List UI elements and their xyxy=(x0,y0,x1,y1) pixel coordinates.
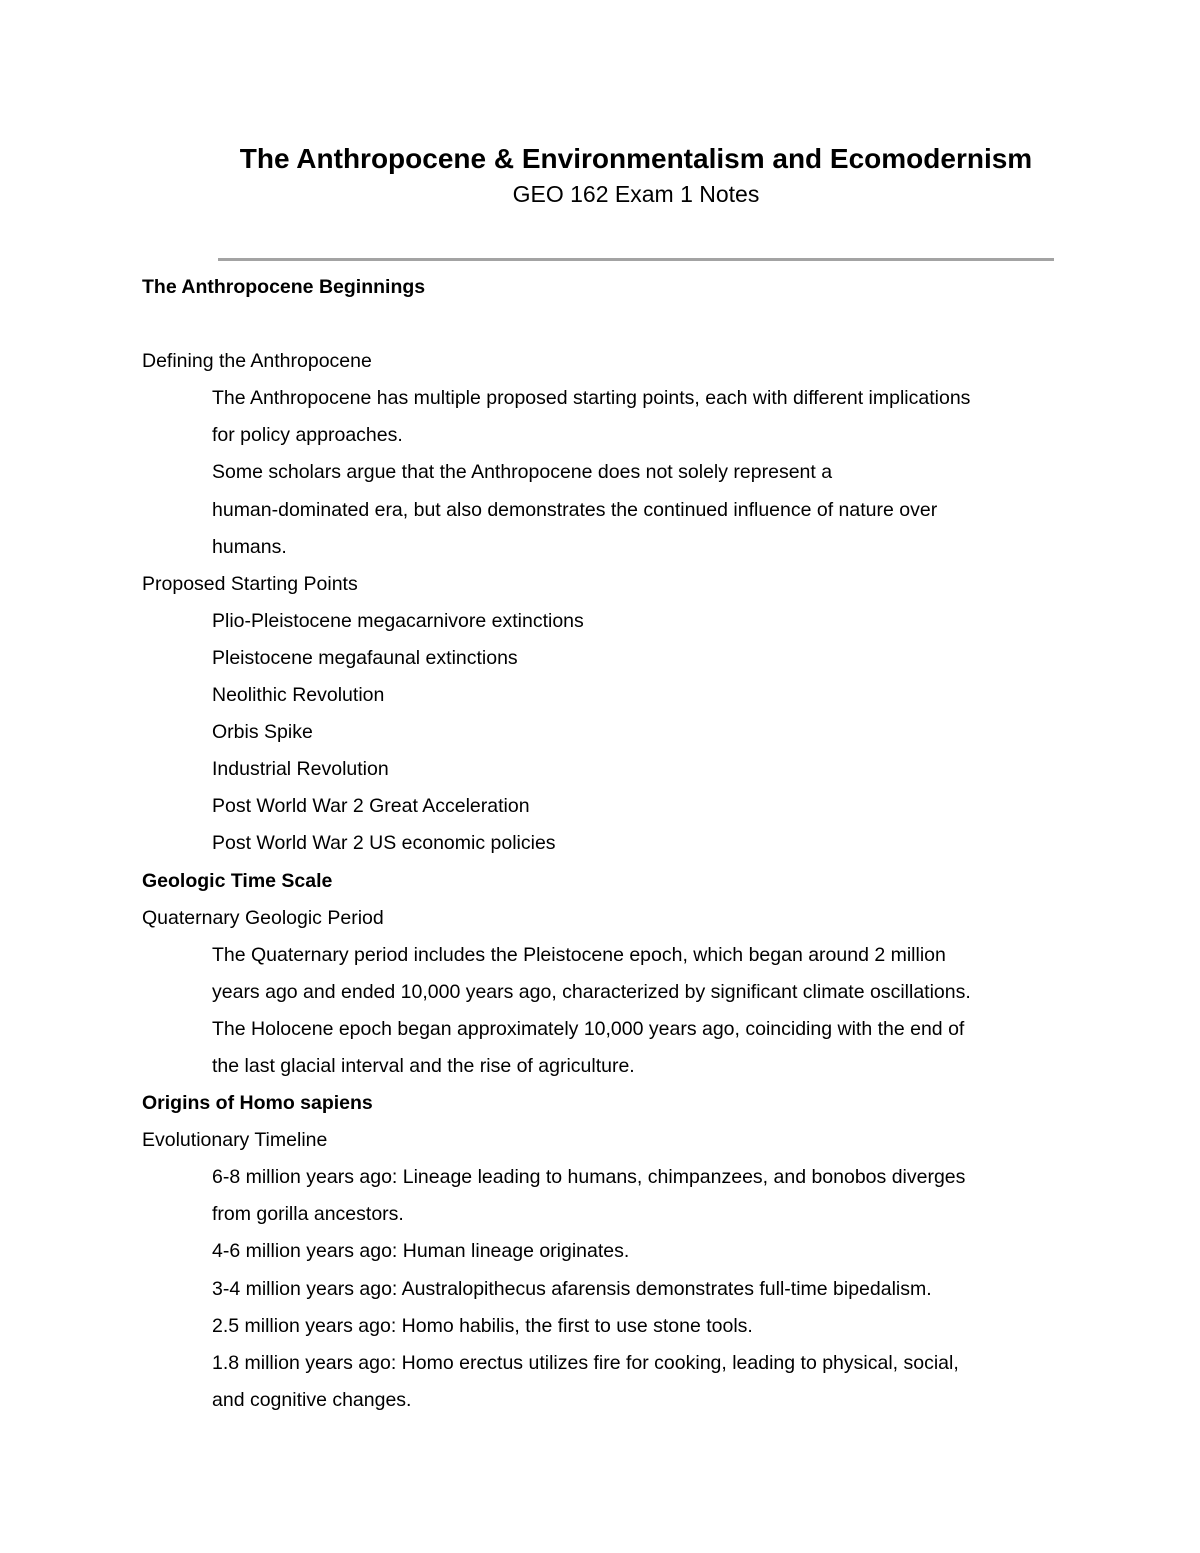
starting-point-item: Post World War 2 Great Acceleration xyxy=(212,795,530,818)
spacer xyxy=(142,306,1062,343)
note-line: human-dominated era, but also demonstrates the continued influence of nature over xyxy=(212,498,938,521)
note-line: the last glacial interval and the rise of agriculture. xyxy=(212,1054,635,1077)
timeline-line: 2.5 million years ago: Homo habilis, the first to use stone tools. xyxy=(212,1314,753,1337)
note-line: The Holocene epoch began approximately 10,000 years ago, coinciding with the end of xyxy=(212,1017,965,1040)
starting-point-item: Plio-Pleistocene megacarnivore extinctions xyxy=(212,609,584,632)
starting-point-item: Pleistocene megafaunal extinctions xyxy=(212,646,518,669)
section-heading-beginnings: The Anthropocene Beginnings xyxy=(142,276,426,298)
subsection-label-starting-points: Proposed Starting Points xyxy=(142,572,358,595)
notes-body xyxy=(142,269,1062,1419)
subsection-label-timeline: Evolutionary Timeline xyxy=(142,1129,328,1152)
section-heading-time-scale: Geologic Time Scale xyxy=(142,869,333,892)
subsection-label-quaternary: Quaternary Geologic Period xyxy=(142,906,384,929)
timeline-line: 4-6 million years ago: Human lineage originates. xyxy=(212,1240,630,1263)
title-divider xyxy=(218,258,1054,261)
timeline-line: from gorilla ancestors. xyxy=(212,1203,404,1226)
document-title: The Anthropocene & Environmentalism and Ecomodernism xyxy=(239,143,1033,174)
timeline-line: 1.8 million years ago: Homo erectus utilizes fire for cooking, leading to physical, social, xyxy=(212,1351,959,1374)
document-subtitle: GEO 162 Exam 1 Notes xyxy=(512,181,760,207)
timeline-line: 3-4 million years ago: Australopithecus afarensis demonstrates full-time bipedalism. xyxy=(212,1277,932,1300)
starting-point-item: Industrial Revolution xyxy=(212,758,389,781)
note-line: years ago and ended 10,000 years ago, characterized by significant climate oscillations. xyxy=(212,980,971,1003)
starting-point-item: Orbis Spike xyxy=(212,721,313,744)
starting-point-item: Post World War 2 US economic policies xyxy=(212,832,556,855)
section-heading-origins: Origins of Homo sapiens xyxy=(142,1092,373,1115)
starting-point-item: Neolithic Revolution xyxy=(212,684,385,707)
subsection-label-defining: Defining the Anthropocene xyxy=(142,350,372,373)
note-line: humans. xyxy=(212,535,287,558)
timeline-line: 6-8 million years ago: Lineage leading to humans, chimpanzees, and bonobos diverges xyxy=(212,1166,966,1189)
note-line: for policy approaches. xyxy=(212,424,403,447)
timeline-line: and cognitive changes. xyxy=(212,1388,412,1411)
note-line: Some scholars argue that the Anthropocene does not solely represent a xyxy=(212,461,833,484)
note-line: The Quaternary period includes the Pleistocene epoch, which began around 2 million xyxy=(212,943,946,966)
note-line: The Anthropocene has multiple proposed starting points, each with different implications xyxy=(212,387,971,410)
